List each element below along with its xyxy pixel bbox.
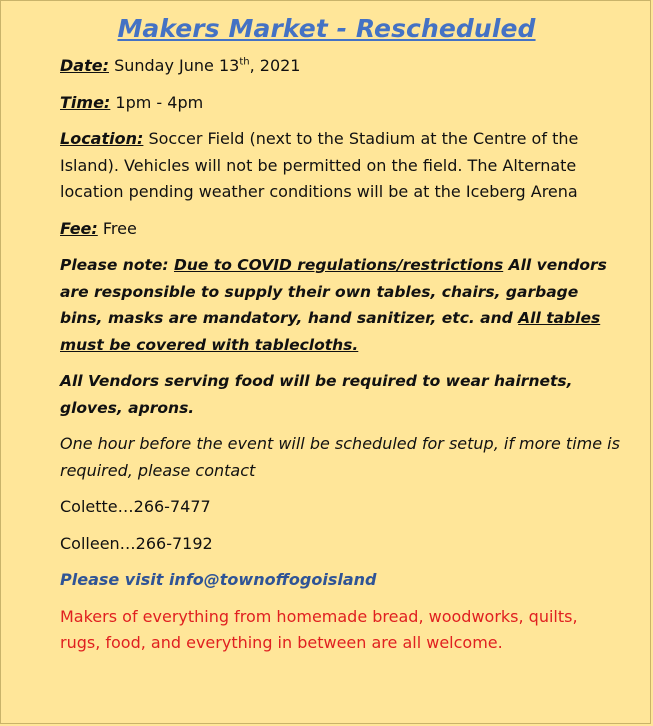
time-label: Time:	[60, 92, 111, 112]
location-label: Location:	[60, 129, 144, 148]
date-line	[60, 53, 620, 80]
note-tablecloths: All tables must be covered with tablecloths.	[60, 309, 601, 354]
location-line	[60, 126, 620, 206]
fee-line	[60, 216, 620, 243]
fee-label: Fee:	[60, 218, 98, 238]
date-value-prefix: Sunday June 13	[114, 56, 240, 75]
contact-colleen: Colleen…266-7192	[60, 533, 213, 553]
fee-value: Free	[102, 218, 137, 238]
date-label: Date:	[60, 56, 109, 75]
location-value: Soccer Field (next to the Stadium at the Centre of the Island). Vehicles will not be permitted on the field. The Alternate location pending weather conditions will be at the Iceberg Arena	[60, 129, 579, 201]
visit-info: Please visit info@townoffogoisland	[60, 570, 377, 589]
page-title: Makers Market - Rescheduled	[117, 14, 536, 43]
time-line	[60, 90, 620, 117]
flyer-content	[60, 14, 620, 667]
note-prefix: Please note:	[60, 256, 174, 274]
date-value	[114, 56, 300, 75]
note-covid-regulations: Due to COVID regulations/restrictions	[173, 256, 504, 274]
note-middle: All vendors are responsible to supply their own tables, chairs, garbage bins, masks are mandatory, hand sanitizer, etc. and	[60, 256, 607, 327]
food-vendors-note: All Vendors serving food will be required to wear hairnets, gloves, aprons.	[60, 372, 573, 417]
time-value: 1pm - 4pm	[115, 92, 204, 112]
date-value-suffix: , 2021	[249, 56, 301, 75]
setup-note: One hour before the event will be scheduled for setup, if more time is required, please contact	[60, 434, 620, 480]
contact-colette: Colette…266-7477	[60, 497, 211, 516]
date-value-sup: th	[239, 56, 250, 68]
covid-note	[60, 252, 620, 358]
welcome-message: Makers of everything from homemade bread, woodworks, quilts, rugs, food, and everything in between are all welcome.	[60, 606, 578, 652]
